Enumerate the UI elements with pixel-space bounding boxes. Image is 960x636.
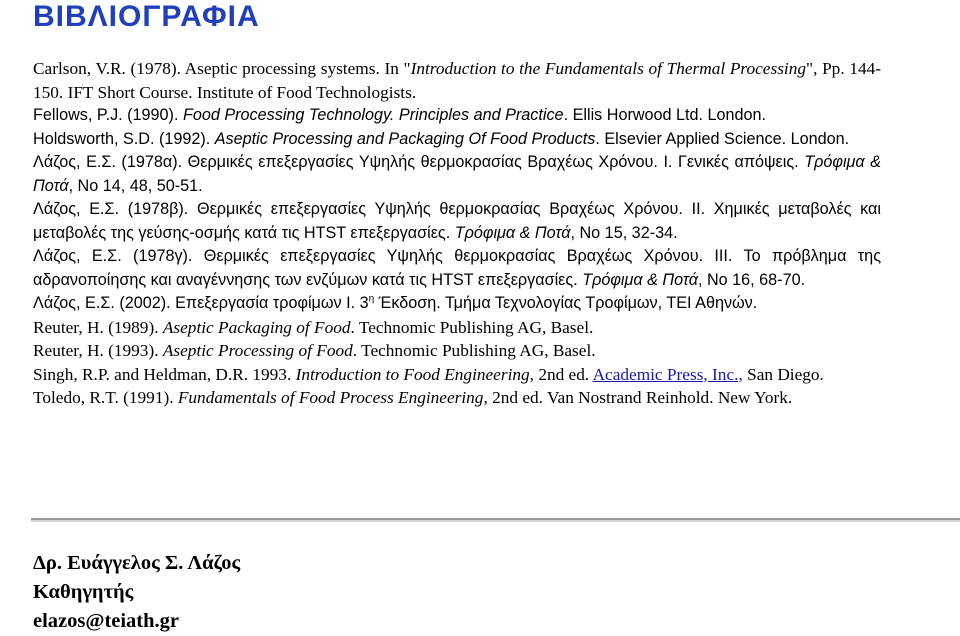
author-email: elazos@teiath.gr bbox=[33, 610, 180, 632]
reference-toledo-1991: Toledo, R.T. (1991). Fundamentals of Food Process Engineering, 2nd ed. Van Nostrand Reinhold. New York. bbox=[33, 388, 793, 407]
reference-lazos-1978c: Λάζος, Ε.Σ. (1978γ). Θερμικές επεξεργασίες Υψηλής θερμοκρασίας Βραχέως Χρόνου. ΙΙΙ. Το πρόβλημα της αδρανοποίησης και αναγέννησης των ενζύμων κατά τις HTST επεξεργασίες. Τρόφιμα & Ποτά, Νο 16, 68-70. bbox=[33, 247, 881, 289]
reference-lazos-1978b: Λάζος, Ε.Σ. (1978β). Θερμικές επεξεργασίες Υψηλής θερμοκρασίας Βραχέως Χρόνου. ΙΙ. Χημικές μεταβολές και μεταβολές της γεύσης-οσμής κατά τις HTST επεξεργασίες. Τρόφιμα & Ποτά, Νο 15, 32-34. bbox=[33, 200, 881, 242]
horizontal-divider bbox=[31, 518, 960, 522]
academic-press-link[interactable]: Academic Press, Inc., bbox=[592, 364, 743, 384]
author-role: Καθηγητής bbox=[33, 581, 134, 603]
reference-reuter-1989: Reuter, H. (1989). Aseptic Packaging of Food. Technomic Publishing AG, Basel. bbox=[33, 317, 594, 337]
reference-reuter-1993: Reuter, H. (1993). Aseptic Processing of Food. Technomic Publishing AG, Basel. bbox=[33, 341, 596, 360]
reference-singh-1993: Singh, R.P. and Heldman, D.R. 1993. Introduction to Food Engineering, 2nd ed. Academic Press, Inc., San Diego. bbox=[33, 364, 824, 384]
page-title: ΒΙΒΛΙΟΓΡΑΦΙΑ bbox=[33, 0, 260, 33]
reference-list bbox=[33, 57, 881, 410]
reference-carlson-1978: Carlson, V.R. (1978). Aseptic processing systems. In "Introduction to the Fundamentals of Thermal Processing", Pp. 144-150. IFT Short Course. Institute of Food Technologists. bbox=[33, 59, 881, 102]
reference-lazos-1978a: Λάζος, Ε.Σ. (1978α). Θερμικές επεξεργασίες Υψηλής θερμοκρασίας Βραχέως Χρόνου. Ι. Γενικές απόψεις. Τρόφιμα & Ποτά, Νο 14, 48, 50-51. bbox=[33, 153, 881, 195]
author-signature bbox=[33, 549, 240, 636]
reference-fellows-1990: Fellows, P.J. (1990). Food Processing Technology. Principles and Practice. Ellis Horwood Ltd. London. bbox=[33, 106, 767, 124]
reference-lazos-2002: Λάζος, Ε.Σ. (2002). Επεξεργασία τροφίμων Ι. $3^\eta$ Έκδοση. Τμήμα Τεχνολογίας Τροφίμων, ΤΕΙ Αθηνών. bbox=[33, 293, 758, 312]
reference-holdsworth-1992: Holdsworth, S.D. (1992). Aseptic Processing and Packaging Of Food Products. Elsevier Applied Science. London. bbox=[33, 129, 850, 148]
author-name: Δρ. Ευάγγελος Σ. Λάζος bbox=[33, 552, 241, 574]
